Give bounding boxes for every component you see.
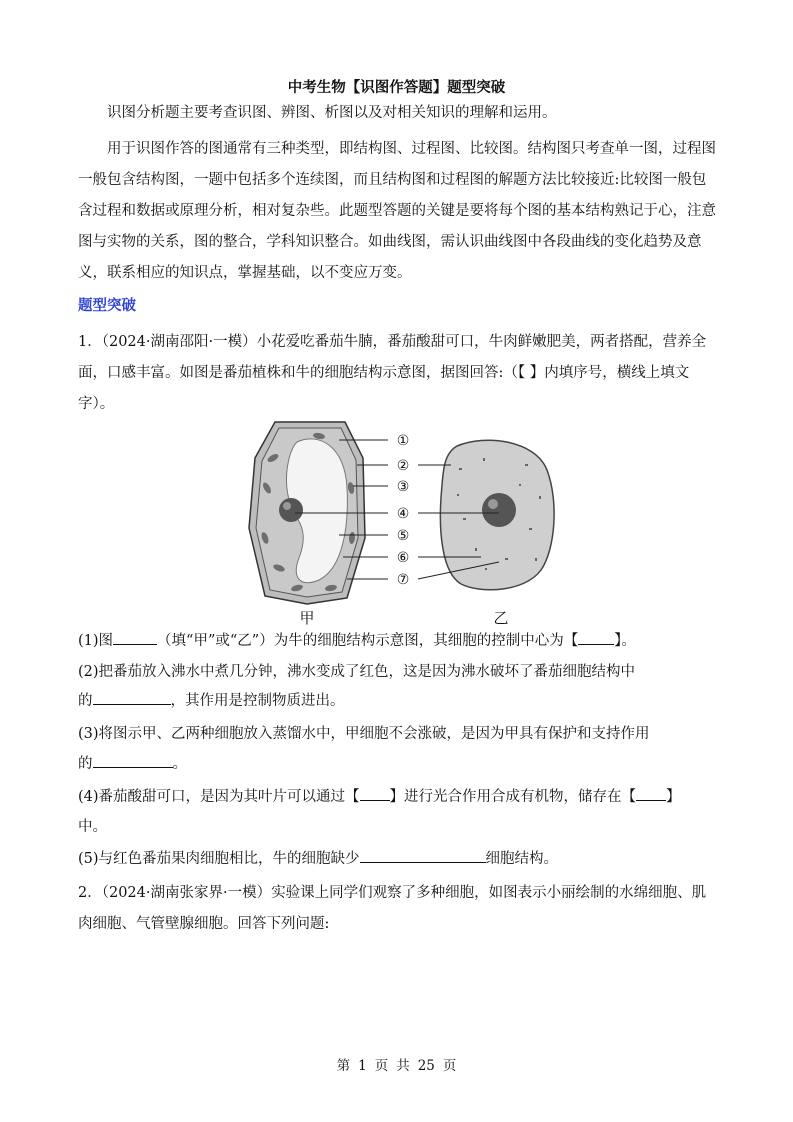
s2-text-b: 的 bbox=[78, 693, 93, 709]
answer-blank-5[interactable] bbox=[360, 848, 486, 863]
caption-jia: 甲 bbox=[299, 609, 315, 627]
cell-structure-figure bbox=[235, 418, 565, 628]
label-3: ③ bbox=[396, 479, 410, 495]
s1-text-b: （填“甲”或“乙”）为牛的细胞结构示意图，其细胞的控制中心为【 bbox=[157, 633, 579, 649]
s1-text-c: 】。 bbox=[614, 633, 636, 649]
sub-question-2-line-2 bbox=[78, 689, 345, 710]
plant-nucleolus-highlight bbox=[283, 502, 291, 510]
s5-text-b: 细胞结构。 bbox=[485, 851, 559, 867]
page-title: 中考生物【识图作答题】题型突破 bbox=[287, 79, 506, 96]
answer-blank-4a[interactable] bbox=[360, 786, 390, 801]
footer-prefix: 第 bbox=[336, 1058, 351, 1074]
s2-text-c: ，其作用是控制物质进出。 bbox=[170, 693, 345, 709]
sub-question-4-line-1 bbox=[78, 785, 718, 806]
label-7: ⑦ bbox=[396, 572, 410, 588]
footer-mid-2: 共 bbox=[396, 1058, 410, 1074]
footer-mid-1: 页 bbox=[374, 1058, 389, 1074]
animal-nucleolus-highlight bbox=[488, 499, 498, 509]
s3-text-c: 。 bbox=[172, 756, 187, 772]
intro-paragraph-1: 识图分析题主要考查识图、辨图、析图以及对相关知识的理解和运用。 bbox=[107, 105, 557, 121]
question-2-stem: 2．（2024·湖南张家界·一模）实验课上同学们观察了多种细胞，如图表示小丽绘制的水绵细胞、肌肉细胞、气管壁腺细胞。回答下列问题: bbox=[78, 885, 707, 932]
sub-question-3-line-2 bbox=[78, 752, 187, 773]
animal-nucleus bbox=[482, 493, 516, 527]
sub-question-5 bbox=[78, 847, 558, 868]
answer-blank-3[interactable] bbox=[93, 753, 173, 768]
page-footer bbox=[0, 1054, 793, 1074]
label-4: ④ bbox=[396, 506, 410, 522]
s4-text-c: 】 bbox=[666, 789, 681, 805]
label-6: ⑥ bbox=[396, 550, 410, 566]
intro-paragraph-2: 用于识图作答的图通常有三种类型，即结构图、过程图、比较图。结构图只考查单一图，过程图一般包含结构图，一题中包括多个连续图，而且结构图和过程图的解题方法比较接近:比较图一般包含过程和数据或原理分析，相对复杂些。此题型答题的关键是要将每个图的基本结构熟记于心，注意图与实物的关系，图的整合，学科知识整合。如曲线图，需认识曲线图中各段曲线的变化趋势及意义，联系相应的知识点，掌握基础，以不变应万变。 bbox=[78, 141, 716, 281]
answer-blank-4b[interactable] bbox=[636, 786, 666, 801]
sub-question-3-line-1: (3)将图示甲、乙两种细胞放入蒸馏水中，甲细胞不会涨破，是因为甲具有保护和支持作用 bbox=[78, 726, 650, 742]
answer-blank-2[interactable] bbox=[93, 690, 171, 705]
question-1-stem: 1．（2024·湖南邵阳·一模）小花爱吃番茄牛腩，番茄酸甜可口，牛肉鲜嫩肥美，两者搭配，营养全面，口感丰富。如图是番茄植株和牛的细胞结构示意图，据图回答:（【 】内填序号，横线上填文字）。 bbox=[78, 334, 707, 412]
plant-nucleus bbox=[279, 498, 303, 522]
caption-yi: 乙 bbox=[493, 609, 509, 627]
answer-blank-1b[interactable] bbox=[578, 630, 614, 645]
footer-page-number: 1 bbox=[358, 1058, 367, 1074]
sub-question-1 bbox=[78, 629, 636, 650]
label-2: ② bbox=[396, 458, 410, 474]
footer-total-pages: 25 bbox=[417, 1058, 435, 1074]
animal-cell-diagram bbox=[440, 440, 554, 590]
s4-text-a: (4)番茄酸甜可口，是因为其叶片可以通过【 bbox=[78, 789, 360, 805]
s4-text-b: 】进行光合作用合成有机物，储存在【 bbox=[389, 789, 637, 805]
s3-text-b: 的 bbox=[78, 756, 93, 772]
s5-text-a: (5)与红色番茄果肉细胞相比，牛的细胞缺少 bbox=[78, 851, 360, 867]
s1-text-a: (1)图 bbox=[78, 633, 114, 649]
footer-suffix: 页 bbox=[442, 1058, 457, 1074]
sub-question-2-line-1: (2)把番茄放入沸水中煮几分钟，沸水变成了红色，这是因为沸水破坏了番茄细胞结构中 bbox=[78, 664, 636, 680]
sub-question-4-line-2: 中。 bbox=[78, 819, 107, 835]
section-title: 题型突破 bbox=[78, 298, 136, 314]
label-1: ① bbox=[396, 433, 410, 449]
answer-blank-1a[interactable] bbox=[113, 630, 157, 645]
label-5: ⑤ bbox=[396, 528, 410, 544]
